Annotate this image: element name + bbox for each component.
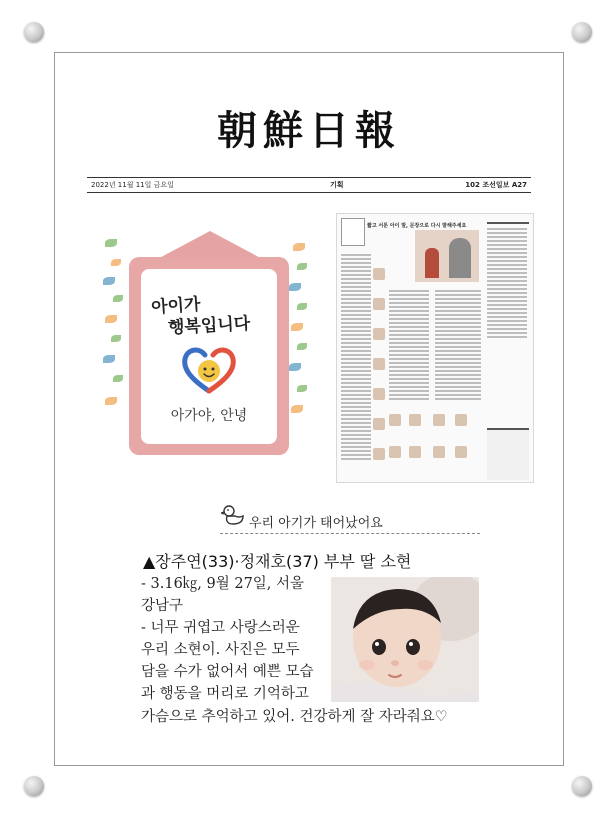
- card-subtitle: 아가야, 안녕: [170, 408, 248, 424]
- card-title-line2: 행복입니다: [167, 313, 251, 339]
- mini-photo: [415, 230, 479, 282]
- baby-photo: [331, 577, 479, 702]
- mini-column-3: [435, 290, 481, 402]
- notice-line: 우리 소현이. 사진은 모두: [141, 642, 300, 658]
- mini-column-1: [341, 254, 371, 462]
- heart-smile-logo: [181, 345, 237, 395]
- page-number: 102 조선일보 A27: [465, 181, 527, 189]
- section-title: 우리 아기가 태어났어요: [249, 516, 383, 531]
- header-rule: [87, 177, 531, 178]
- card-title-line1: 아이가: [150, 294, 202, 319]
- mini-column-right: [487, 228, 527, 340]
- notice-line: - 3.16㎏, 9월 27일, 서울: [141, 576, 305, 592]
- section-divider: [220, 533, 480, 534]
- mini-headline: 짧고 서툰 아이 말, 문장으로 다시 말해주세요: [367, 223, 467, 228]
- notice-body: [141, 573, 361, 705]
- dateline: [87, 180, 531, 192]
- issue-date: 2022년 11월 11일 금요일: [91, 181, 174, 189]
- notice-headline: ▲장주연(33)·정재호(37) 부부 딸 소현: [143, 552, 412, 571]
- notice-last-line: 가슴으로 추억하고 있어. 건강하게 잘 자라줘요♡: [141, 709, 448, 725]
- pin-bottom-right: [572, 776, 592, 796]
- leaf-decoration-right: [289, 239, 311, 419]
- pin-top-left: [24, 22, 44, 42]
- dateline-rule: [87, 192, 531, 193]
- duck-icon: [221, 504, 245, 526]
- pin-bottom-left: [24, 776, 44, 796]
- leaf-decoration-left: [103, 239, 125, 419]
- baby-photo-illustration: [331, 577, 479, 702]
- mini-card-icon: [341, 218, 365, 246]
- newspaper-page-thumbnail: [336, 213, 534, 483]
- notice-line: 담을 수가 없어서 예쁜 모습: [141, 664, 314, 680]
- notice-line: - 너무 귀엽고 사랑스러운: [141, 620, 300, 636]
- notice-line: 과 행동을 머리로 기억하고: [141, 686, 309, 702]
- section-label: 기획: [330, 181, 344, 189]
- notice-line: 강남구: [141, 598, 184, 614]
- newspaper-page: [54, 52, 564, 766]
- pin-top-right: [572, 22, 592, 42]
- masthead: 朝鮮日報: [217, 107, 401, 154]
- mini-column-2: [389, 290, 429, 402]
